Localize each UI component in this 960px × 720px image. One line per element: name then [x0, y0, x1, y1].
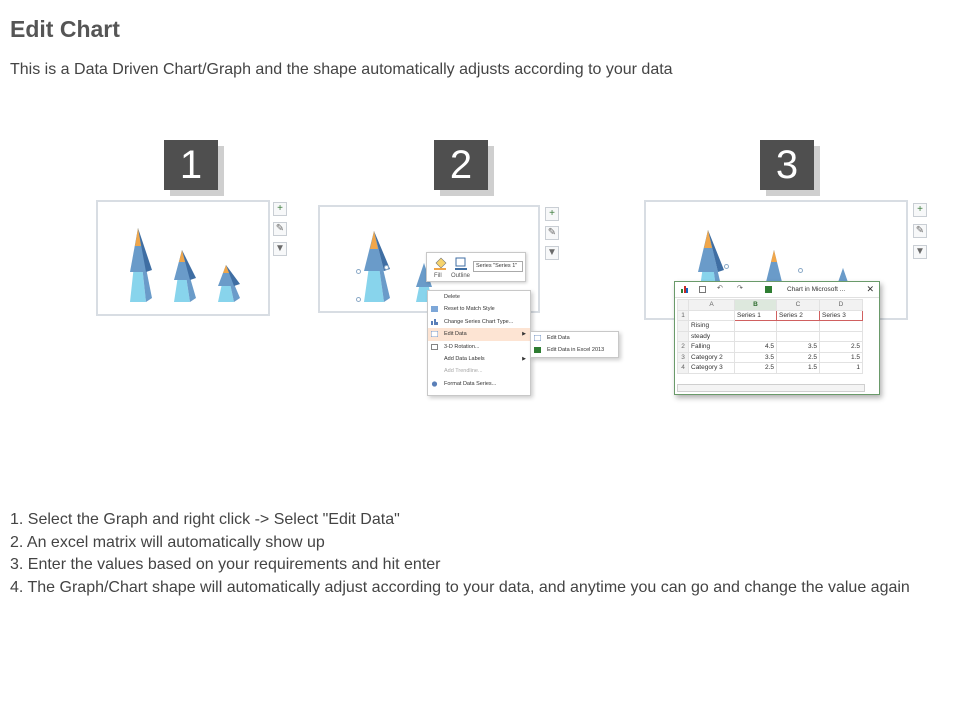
table-cell[interactable]: Category 3 [689, 363, 735, 374]
column-header-row [678, 300, 863, 311]
table-cell[interactable]: 2.5 [735, 363, 777, 374]
excel-icon [534, 347, 541, 353]
save-icon[interactable] [699, 286, 706, 293]
table-cell[interactable]: 3.5 [735, 352, 777, 363]
excel-titlebar [675, 282, 879, 298]
chart-styles-button-2[interactable] [545, 226, 559, 240]
menu-item-format-data-series[interactable]: Format Data Series... [428, 378, 530, 390]
brush-icon: ✎ [275, 223, 285, 234]
table-cell[interactable]: Series 1 [735, 310, 777, 321]
table-cell[interactable]: Category 2 [689, 352, 735, 363]
table-cell[interactable]: 4.5 [735, 342, 777, 353]
selection-handle[interactable] [724, 264, 729, 269]
column-header[interactable]: A [689, 300, 735, 311]
table-cell[interactable]: 3.5 [777, 342, 820, 353]
table-row [678, 310, 863, 321]
table-row [678, 363, 863, 374]
submenu-arrow-icon: ▶ [522, 355, 526, 362]
menu-item-edit-data[interactable]: Edit Data ▶ [428, 328, 530, 340]
table-row [678, 321, 863, 332]
table-cell[interactable] [735, 321, 777, 332]
plus-icon: + [277, 203, 283, 214]
cone-3 [218, 265, 240, 302]
column-header[interactable]: B [735, 300, 777, 311]
row-number[interactable] [678, 321, 689, 332]
menu-item-change-chart-type[interactable]: Change Series Chart Type... [428, 316, 530, 328]
edit-data-submenu [530, 331, 619, 358]
menu-item-delete[interactable]: Delete [444, 294, 460, 300]
selection-handle[interactable] [384, 265, 389, 270]
series-select[interactable]: Series "Series 1" [473, 261, 523, 272]
step-badge-1: 1 [164, 140, 218, 190]
row-number[interactable] [678, 331, 689, 342]
table-cell[interactable] [777, 331, 820, 342]
outline-label: Outline [451, 273, 471, 279]
row-number[interactable]: 3 [678, 352, 689, 363]
table-cell[interactable]: Falling [689, 342, 735, 353]
chart-filters-button-1[interactable] [273, 242, 287, 256]
instruction-step-3: 3. Enter the values based on your requirements and hit enter [10, 556, 441, 573]
selection-handle[interactable] [356, 269, 361, 274]
excel-window-title: Chart in Microsoft ... [787, 286, 846, 293]
page-title: Edit Chart [10, 16, 120, 42]
table-cell[interactable] [777, 321, 820, 332]
chart-icon [681, 286, 688, 293]
table-cell[interactable]: steady [689, 331, 735, 342]
page-subtitle: This is a Data Driven Chart/Graph and the shape automatically adjusts according to your data [10, 61, 673, 78]
chart-filters-button-3[interactable] [913, 245, 927, 259]
step-badge-2: 2 [434, 140, 488, 190]
menu-item-add-trendline: Add Trendline... [444, 368, 483, 375]
chart-styles-button-1[interactable] [273, 222, 287, 236]
table-cell[interactable]: 1.5 [777, 363, 820, 374]
filter-icon: ▼ [547, 247, 557, 258]
context-menu [427, 290, 531, 396]
table-cell[interactable] [820, 321, 863, 332]
filter-icon: ▼ [275, 243, 285, 254]
chart-elements-button-3[interactable] [913, 203, 927, 217]
chart-filters-button-2[interactable] [545, 246, 559, 260]
table-icon [534, 335, 541, 341]
column-header[interactable]: D [820, 300, 863, 311]
mini-toolbar [426, 252, 526, 282]
menu-item-add-data-labels[interactable]: Add Data Labels ▶ [428, 353, 530, 365]
reset-icon [431, 306, 438, 312]
instruction-step-4: 4. The Graph/Chart shape will automatically adjust according to your data, and anytime you can go and change the value again [10, 578, 910, 596]
instructions [10, 509, 940, 599]
table-cell[interactable]: 1.5 [820, 352, 863, 363]
step-badge-3: 3 [760, 140, 814, 190]
row-number[interactable]: 1 [678, 310, 689, 321]
row-number[interactable]: 2 [678, 342, 689, 353]
table-cell[interactable]: Series 3 [820, 310, 863, 321]
chart-elements-button-1[interactable] [273, 202, 287, 216]
cone-2 [174, 250, 196, 302]
excel-data-window [674, 281, 880, 395]
table-cell[interactable]: Rising [689, 321, 735, 332]
table-cell[interactable]: Series 2 [777, 310, 820, 321]
chart-frame-1[interactable] [96, 200, 270, 316]
filter-icon: ▼ [915, 246, 925, 257]
undo-icon[interactable]: ↶ [717, 285, 723, 292]
brush-icon: ✎ [915, 225, 925, 236]
table-cell[interactable]: 2.5 [820, 342, 863, 353]
table-cell[interactable] [820, 331, 863, 342]
chart-elements-button-2[interactable] [545, 207, 559, 221]
submenu-item-edit-data[interactable]: Edit Data [531, 332, 618, 344]
rotation-icon [431, 344, 438, 350]
column-header[interactable]: C [777, 300, 820, 311]
horizontal-scrollbar[interactable] [677, 384, 865, 392]
edit-data-icon [431, 331, 438, 337]
table-cell[interactable] [735, 331, 777, 342]
table-row [678, 352, 863, 363]
submenu-arrow-icon: ▶ [522, 331, 526, 338]
excel-grid-icon[interactable] [765, 286, 772, 293]
row-number[interactable]: 4 [678, 363, 689, 374]
fill-label: Fill [434, 273, 442, 279]
chart-styles-button-3[interactable] [913, 224, 927, 238]
excel-grid[interactable] [677, 299, 863, 374]
instruction-step-1: 1. Select the Graph and right click -> Select "Edit Data" [10, 511, 400, 528]
table-row [678, 331, 863, 342]
brush-icon: ✎ [547, 227, 557, 238]
cone-1 [130, 228, 152, 302]
plus-icon: + [917, 204, 923, 215]
close-icon[interactable]: ✕ [866, 284, 874, 294]
table-cell[interactable] [689, 310, 735, 321]
format-icon [431, 381, 438, 387]
redo-icon[interactable]: ↷ [737, 285, 743, 292]
menu-item-3d-rotation[interactable]: 3-D Rotation... [428, 341, 530, 353]
table-row [678, 342, 863, 353]
plus-icon: + [549, 208, 555, 219]
submenu-item-edit-data-excel[interactable]: Edit Data in Excel 2013 [531, 344, 618, 356]
outline-pen-icon[interactable] [454, 255, 468, 271]
fill-bucket-icon[interactable] [433, 255, 447, 271]
selection-handle[interactable] [798, 268, 803, 273]
menu-item-reset-style[interactable]: Reset to Match Style [428, 303, 530, 315]
cone-chart-1[interactable] [98, 202, 268, 314]
table-cell[interactable]: 1 [820, 363, 863, 374]
instruction-step-2: 2. An excel matrix will automatically show up [10, 533, 325, 551]
chart-type-icon [431, 319, 438, 325]
table-cell[interactable]: 2.5 [777, 352, 820, 363]
selection-handle[interactable] [356, 297, 361, 302]
